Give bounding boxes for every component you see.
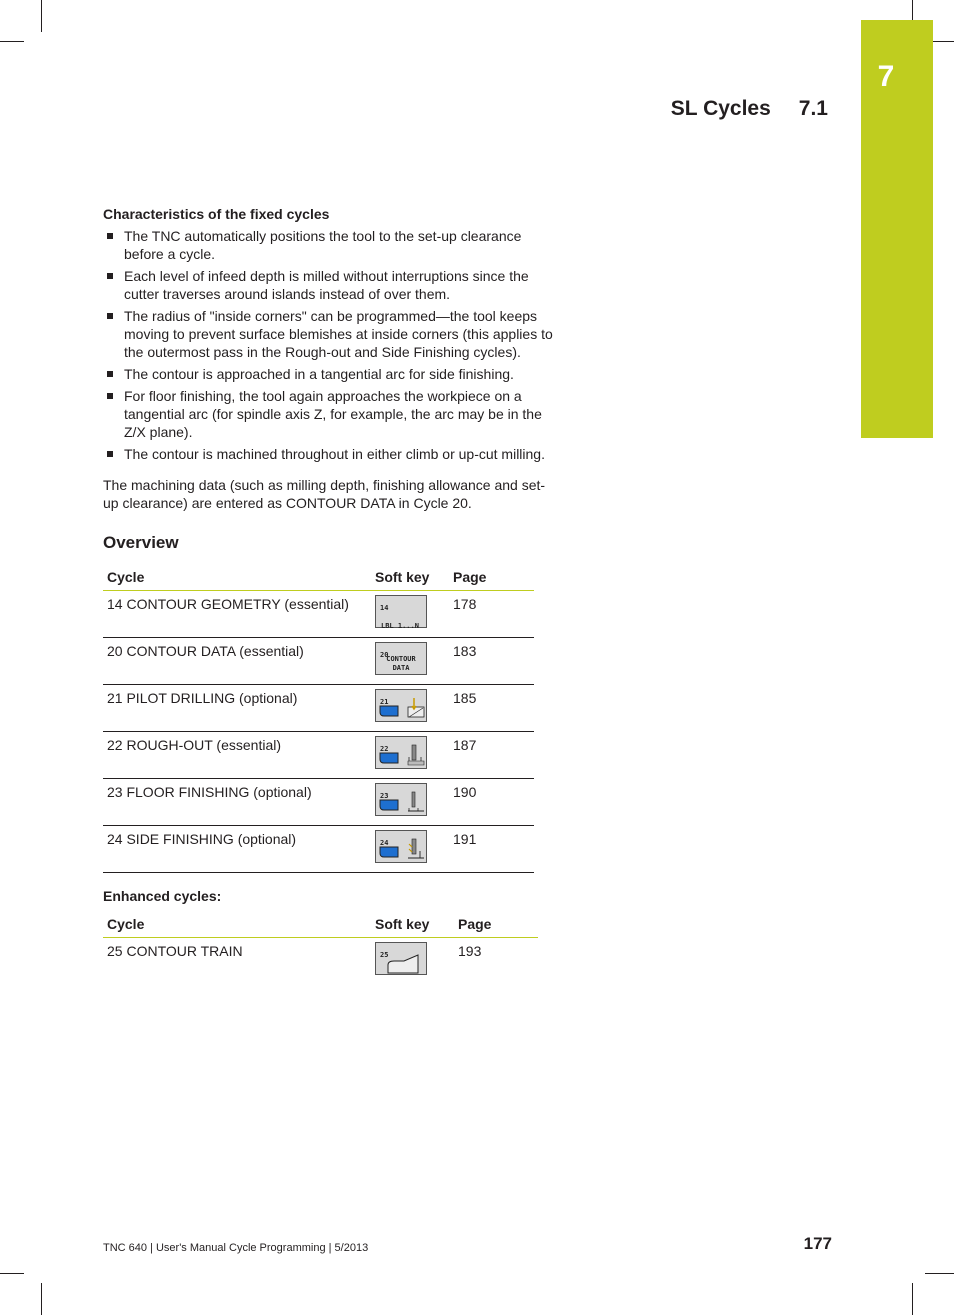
- list-item: For floor finishing, the tool again approaches the workpiece on a tangential arc (for spindle axis Z, for example, the arc may be in the Z/X plane).: [103, 387, 555, 441]
- characteristics-list: [103, 227, 555, 463]
- contour-train-softkey-icon: 25: [375, 942, 427, 975]
- column-header-cycle: Cycle: [103, 911, 371, 938]
- crop-mark: [925, 1273, 954, 1274]
- softkey-cell: [371, 779, 449, 826]
- crop-mark: [0, 1273, 24, 1274]
- page-cell: 193: [458, 943, 482, 959]
- cycle-cell: 21 PILOT DRILLING (optional): [103, 685, 371, 732]
- crop-mark: [933, 41, 954, 42]
- softkey-cell: [371, 732, 449, 779]
- page-cell: 190: [449, 779, 534, 826]
- softkey-cell: [371, 826, 449, 873]
- overview-heading: Overview: [103, 533, 179, 552]
- column-header-cycle: Cycle: [103, 564, 371, 591]
- rough-out-softkey-icon: 22: [375, 736, 427, 769]
- column-header-page: Page: [454, 911, 538, 938]
- pilot-drilling-softkey-icon: 21: [375, 689, 427, 722]
- page-cell: 185: [449, 685, 534, 732]
- running-head-title: SL Cycles: [670, 97, 771, 120]
- page-cell: 191: [449, 826, 534, 873]
- footer-text: TNC 640 | User's Manual Cycle Programming | 5/2013: [103, 1242, 369, 1254]
- bullet-icon: [107, 313, 113, 319]
- cycle-cell: 24 SIDE FINISHING (optional): [103, 826, 371, 873]
- crop-mark: [912, 0, 913, 20]
- floor-finishing-softkey-icon: 23: [375, 783, 427, 816]
- contour-train-icon: [376, 943, 428, 976]
- table-row: [103, 779, 534, 826]
- main-content: [103, 205, 555, 984]
- running-head: [640, 97, 828, 121]
- bullet-icon: [107, 371, 113, 377]
- overview-table: [103, 564, 534, 873]
- list-item: The contour is approached in a tangential arc for side finishing.: [103, 365, 555, 383]
- characteristics-heading: Characteristics of the fixed cycles: [103, 206, 330, 222]
- lbl-softkey-icon: 14 LBL 1...N: [375, 595, 427, 628]
- bullet-icon: [107, 393, 113, 399]
- crop-mark: [0, 41, 24, 42]
- softkey-cell: [371, 685, 449, 732]
- table-row: [103, 732, 534, 779]
- table-header-row: [103, 911, 538, 938]
- contour-data-softkey-icon: 20 CONTOUR DATA: [375, 642, 427, 675]
- enhanced-table: [103, 911, 538, 984]
- running-head-number: 7.1: [798, 97, 828, 120]
- table-row: [103, 685, 534, 732]
- chapter-tab-number: 7: [877, 60, 895, 93]
- crop-mark: [41, 1283, 42, 1315]
- list-item: Each level of infeed depth is milled without interruptions since the cutter traverses around islands instead of over them.: [103, 267, 555, 303]
- side-finishing-icon: [376, 831, 428, 864]
- cycle-cell: 20 CONTOUR DATA (essential): [103, 638, 371, 685]
- crop-mark: [912, 1283, 913, 1315]
- list-item: The TNC automatically positions the tool to the set-up clearance before a cycle.: [103, 227, 555, 263]
- cycle-cell: 23 FLOOR FINISHING (optional): [103, 779, 371, 826]
- page-number: 177: [803, 1234, 832, 1253]
- page-cell: 187: [449, 732, 534, 779]
- page-cell: 178: [449, 591, 534, 638]
- table-row: [103, 938, 538, 985]
- rough-out-icon: [376, 737, 428, 770]
- list-item: The contour is machined throughout in either climb or up-cut milling.: [103, 445, 555, 463]
- cycle-cell: 14 CONTOUR GEOMETRY (essential): [103, 591, 371, 638]
- machining-data-paragraph: The machining data (such as milling depth, finishing allowance and set-up clearance) are entered as CONTOUR DATA in Cycle 20.: [103, 477, 546, 511]
- bullet-icon: [107, 273, 113, 279]
- softkey-cell: [371, 591, 449, 638]
- table-header-row: [103, 564, 534, 591]
- table-row: [103, 591, 534, 638]
- softkey-cell: [371, 638, 449, 685]
- list-item: The radius of "inside corners" can be programmed—the tool keeps moving to prevent surface blemishes at inside corners (this applies to the outermost pass in the Rough-out and Side Finishing cycles).: [103, 307, 555, 361]
- column-header-softkey: Soft key: [371, 564, 449, 591]
- column-header-page: Page: [449, 564, 534, 591]
- bullet-icon: [107, 451, 113, 457]
- softkey-cell: [371, 938, 454, 985]
- cycle-cell: 22 ROUGH-OUT (essential): [103, 732, 371, 779]
- pilot-drilling-icon: [376, 690, 428, 723]
- table-row: [103, 638, 534, 685]
- bullet-icon: [107, 233, 113, 239]
- enhanced-heading: Enhanced cycles:: [103, 888, 222, 904]
- side-finishing-softkey-icon: 24: [375, 830, 427, 863]
- cycle-cell: 25 CONTOUR TRAIN: [107, 943, 243, 959]
- crop-mark: [41, 0, 42, 32]
- floor-finishing-icon: [376, 784, 428, 817]
- column-header-softkey: Soft key: [371, 911, 454, 938]
- table-row: [103, 826, 534, 873]
- page-cell: 183: [449, 638, 534, 685]
